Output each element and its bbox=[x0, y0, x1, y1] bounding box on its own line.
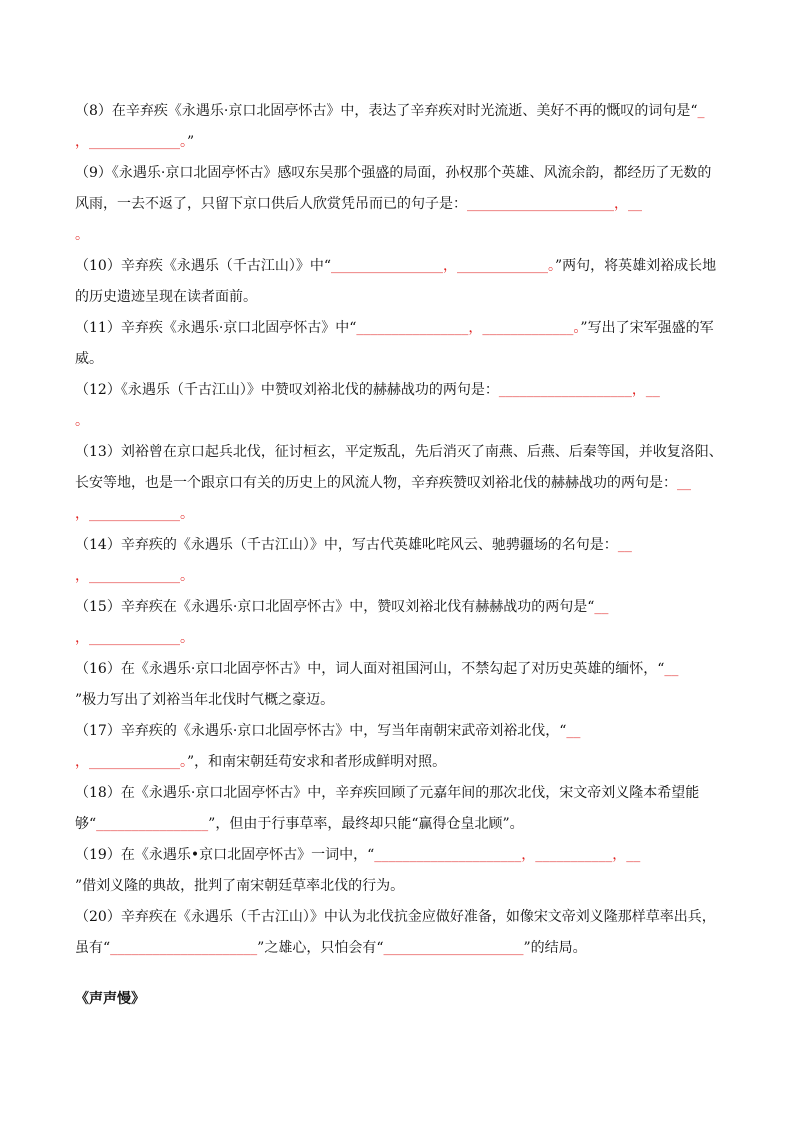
answer-blank[interactable]: __ bbox=[594, 599, 609, 615]
answer-blank[interactable]: _____________ bbox=[456, 258, 548, 274]
answer-blank[interactable]: _ bbox=[697, 103, 705, 119]
question-17: （17）辛弃疾的《永遇乐·京口北固亭怀古》中，写当年南朝宋武帝刘裕北伐，“__ ，_____________。”，和南宋朝廷苟安求和者形成鲜明对照。 bbox=[75, 723, 581, 770]
section-title: 《声声慢》 bbox=[75, 991, 145, 1007]
answer-blank[interactable]: __ bbox=[626, 847, 641, 863]
question-19: （19）在《永遇乐•京口北固亭怀古》一词中，“_____________________，___________，__ ”借刘义隆的典故，批判了南宋朝廷草率北伐的行为。 bbox=[75, 847, 641, 894]
question-10: （10）辛弃疾《永遇乐（千古江山）》中“________________，_____________。”两句，将英雄刘裕成长地的历史遗迹呈现在读者面前。 bbox=[75, 258, 717, 305]
answer-blank[interactable]: ___________ bbox=[535, 847, 613, 863]
question-18: （18）在《永遇乐·京口北固亭怀古》中，辛弃疾回顾了元嘉年间的那次北伐，宋文帝刘义隆本希望能够“________________”，但由于行事草率，最终却只能“赢得仓皇北顾”。 bbox=[75, 785, 700, 832]
answer-blank[interactable]: _____________________ bbox=[374, 847, 522, 863]
answer-blank[interactable]: __ bbox=[677, 475, 691, 491]
answer-blank[interactable]: __ bbox=[566, 723, 581, 739]
answer-blank[interactable]: _____________ bbox=[89, 630, 180, 646]
answer-blank[interactable]: ，_____________。 bbox=[75, 134, 187, 150]
answer-blank[interactable]: _____________ bbox=[89, 568, 180, 584]
answer-blank[interactable]: _____________ bbox=[89, 506, 180, 522]
question-list bbox=[75, 96, 725, 964]
answer-blank[interactable]: __ bbox=[664, 661, 679, 677]
answer-blank[interactable]: ________________ bbox=[356, 320, 469, 336]
answer-blank[interactable]: __ bbox=[628, 196, 642, 212]
question-11: （11）辛弃疾《永遇乐·京口北固亭怀古》中“________________，_____________。”写出了宋军强盛的军威。 bbox=[75, 320, 714, 367]
question-20: （20）辛弃疾在《永遇乐（千古江山）》中认为北伐抗金应做好准备，如像宋文帝刘义隆那样草率出兵，虽有“_____________________”之雄心，只怕会有“____________________”的结局。 bbox=[75, 909, 716, 956]
answer-blank[interactable]: ________________ bbox=[96, 816, 209, 832]
answer-blank[interactable]: __ bbox=[645, 382, 660, 398]
question-14: （14）辛弃疾的《永遇乐（千古江山）》中，写古代英雄叱咤风云、驰骋疆场的名句是：__ ，_____________。 bbox=[75, 537, 632, 584]
question-16: （16）在《永遇乐·京口北固亭怀古》中，词人面对祖国河山，不禁勾起了对历史英雄的缅怀，“__ ”极力写出了刘裕当年北伐时气概之豪迈。 bbox=[75, 661, 679, 708]
answer-blank[interactable]: __ bbox=[617, 537, 632, 553]
question-13: （13）刘裕曾在京口起兵北伐，征讨桓玄，平定叛乱，先后消灭了南燕、后燕、后秦等国，并收复洛阳、长安等地，也是一个跟京口有关的历史上的风流人物，辛弃疾赞叹刘裕北伐的赫赫战功的两句是：__ ，_____________。 bbox=[75, 444, 723, 522]
question-12: （12）《永遇乐（千古江山）》中赞叹刘裕北伐的赫赫战功的两句是：___________________，__ 。 bbox=[75, 382, 660, 429]
question-8: （8）在辛弃疾《永遇乐·京口北固亭怀古》中，表达了辛弃疾对时光流逝、美好不再的慨叹的词句是“_ ，_____________。” bbox=[75, 103, 705, 150]
answer-blank[interactable]: ___________________ bbox=[498, 382, 632, 398]
answer-blank[interactable]: _____________ bbox=[89, 754, 180, 770]
question-9: （9）《永遇乐·京口北固亭怀古》感叹东吴那个强盛的局面，孙权那个英雄、风流余韵，都经历了无数的风雨，一去不返了，只留下京口供后人欣赏凭吊而已的句子是：_____________________，__ 。 bbox=[75, 165, 712, 243]
answer-blank[interactable]: ____________________ bbox=[383, 940, 524, 956]
question-15: （15）辛弃疾在《永遇乐·京口北固亭怀古》中，赞叹刘裕北伐有赫赫战功的两句是“__ ，_____________。 bbox=[75, 599, 609, 646]
answer-blank[interactable]: _____________________ bbox=[110, 940, 258, 956]
answer-blank[interactable]: ________________ bbox=[330, 258, 443, 274]
answer-blank[interactable]: _____________________ bbox=[467, 196, 614, 212]
answer-blank[interactable]: _____________ bbox=[482, 320, 574, 336]
